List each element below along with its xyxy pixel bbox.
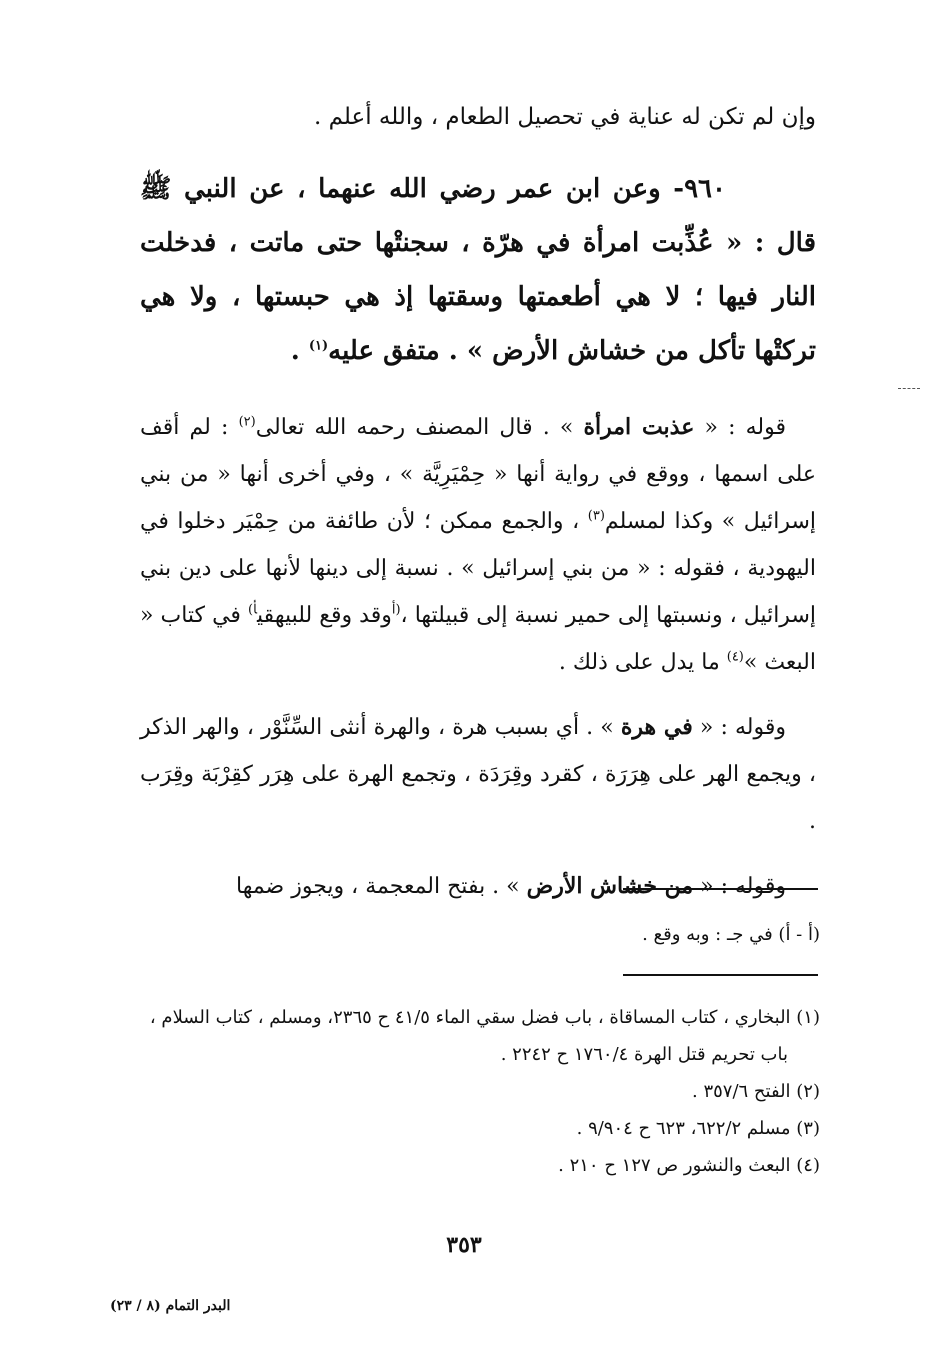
text-run: » . قال المصنف رحمه الله تعالى <box>255 415 584 440</box>
footnote-1: (١) البخاري ، كتاب المساقاة ، باب فضل سقي الماء ٤١/٥ ح ٢٣٦٥، ومسلم ، كتاب السلام ، <box>149 1007 820 1028</box>
text-run: وقد وقع للبيهقي <box>257 603 392 628</box>
text-run: ، والجمع ممكن ؛ لأن طائفة من حِمْيَر دخلوا في اليهودية ، فقوله : « من بني إسرائيل » . نسبة إلى دينها لأنها على دين بني إسرائيل ، ونسبتها إلى حمير نسبة إلى قبيلتها ، <box>140 509 816 628</box>
footnote-ref: (١) <box>308 338 329 354</box>
main-text <box>140 95 816 910</box>
commentary-paragraph-2 <box>140 704 816 845</box>
commentary-paragraph-1 <box>140 404 816 686</box>
variant-note: (أ - أ) في جـ : وبه وقع . <box>642 924 820 945</box>
commented-term: من خشاش الأرض <box>526 873 694 899</box>
hadith-text <box>140 162 816 378</box>
page-number: ٣٥٣ <box>446 1232 482 1258</box>
margin-mark <box>898 388 920 393</box>
variant-mark: أ) <box>248 602 258 618</box>
hadith-body: ٩٦٠- وعن ابن عمر رضي الله عنهما ، عن النبي ﷺ قال : « عُذِّبت امرأة في هرّة ، سجنتْها حتى ماتت ، فدخلت النار فيها ؛ لا هي أطعمتها وسقتها إذ هي حبستها ، ولا هي تركتْها تأكل من خشاش الأرض » . متفق عليه <box>140 174 816 366</box>
text-run: وقوله : « <box>693 874 786 899</box>
commentary-paragraph-3 <box>140 863 816 910</box>
variant-mark: (أ <box>391 602 401 618</box>
text-run: » . بفتح المعجمة ، ويجوز ضمها <box>235 874 527 899</box>
variant-divider <box>623 888 818 890</box>
text-run: قوله : « <box>694 415 787 440</box>
text-run: : لم أقف على اسمها ، ووقع في رواية أنها « حِمْيَرِيَّة » ، وفي أخرى أنها « من بني إسرائيل » وكذا لمسلم <box>140 415 817 534</box>
commented-term: في هرة <box>620 714 693 740</box>
text-run: وقوله : « <box>692 715 786 740</box>
footnote-divider <box>623 974 818 976</box>
text-run: في كتاب « البعث » <box>140 603 816 675</box>
section-gap <box>140 378 816 404</box>
footnote-ref: (٣) <box>587 508 605 524</box>
hadith-end: . <box>290 336 309 366</box>
printer-signature: البدر التمام (٨ / ٢٣) <box>110 1298 231 1314</box>
footnote-1-continued: باب تحريم قتل الهرة ١٧٦٠/٤ ح ٢٢٤٢ . <box>500 1044 788 1065</box>
footnote-3: (٣) مسلم ٦٢٢/٢، ٦٢٣ ح ٩/٩٠٤ . <box>576 1118 820 1139</box>
continuation-line: وإن لم تكن له عناية في تحصيل الطعام ، والله أعلم . <box>313 104 816 130</box>
footnote-4: (٤) البعث والنشور ص ١٢٧ ح ٢١٠ . <box>558 1155 820 1176</box>
footnote-ref: (٢) <box>238 414 256 430</box>
commented-term: عذبت امرأة <box>583 414 695 440</box>
text-run: ما يدل على ذلك . <box>558 650 727 675</box>
text-run: » . أي بسبب هرة ، والهرة أنثى السِّنَّوْر ، والهر الذكر ، ويجمع الهر على هِرَرَة ، كقرد وقِرَدَة ، وتجمع الهرة على هِرَر كقِرْبَة وقِرَب . <box>140 715 816 834</box>
footnote-ref: (٤) <box>726 649 744 665</box>
footnote-2: (٢) الفتح ٣٥٧/٦ . <box>691 1081 820 1102</box>
